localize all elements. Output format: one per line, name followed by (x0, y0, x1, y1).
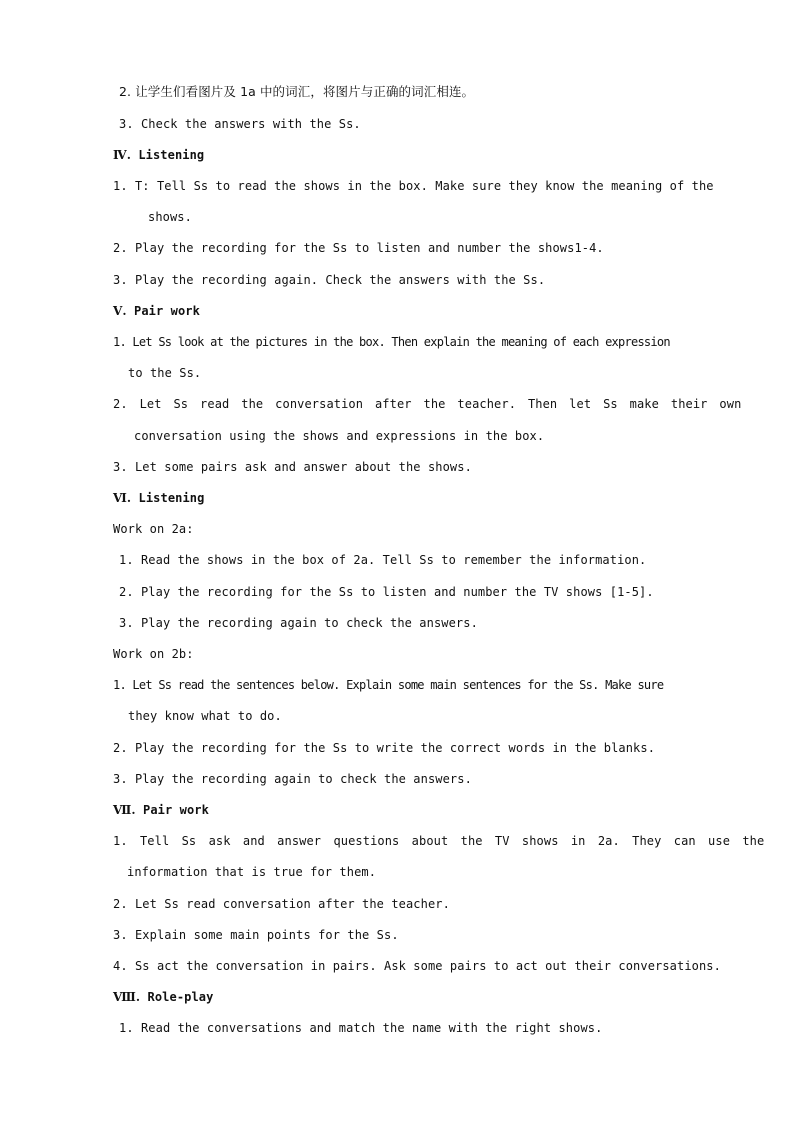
step-continuation: they know what to do. (128, 709, 282, 723)
section-title: Pair work (134, 304, 200, 318)
step-line: 3. Explain some main points for the Ss. (113, 928, 399, 942)
step-line: 1. Let Ss look at the pictures in the box. Then explain the meaning of each expression (113, 335, 670, 349)
step-line: 4. Ss act the conversation in pairs. Ask some pairs to act out their conversations. (113, 959, 721, 973)
section-numeral: Ⅳ. (113, 148, 131, 162)
section-numeral: Ⅶ. (113, 803, 136, 817)
section-title: Role-play (147, 990, 214, 1004)
section-numeral: Ⅷ. (113, 990, 141, 1004)
section-heading (113, 989, 213, 1005)
step-line: 1. T: Tell Ss to read the shows in the box. Make sure they know the meaning of the (113, 179, 714, 193)
section-numeral: Ⅴ. (113, 304, 127, 318)
step-line: 3. Check the answers with the Ss. (119, 117, 361, 131)
step-line: 1. Read the conversations and match the name with the right shows. (119, 1021, 603, 1035)
section-title: Listening (138, 491, 205, 505)
subheading: Work on 2a: (113, 522, 194, 536)
step-continuation: shows. (148, 210, 192, 224)
section-numeral: Ⅵ. (113, 491, 132, 505)
subheading: Work on 2b: (113, 647, 194, 661)
section-title: Pair work (143, 803, 209, 817)
step-line: 2. Let Ss read the conversation after the teacher. Then let Ss make their own (113, 397, 742, 411)
step-line: 3. Let some pairs ask and answer about the shows. (113, 460, 472, 474)
step-continuation: conversation using the shows and expressions in the box. (134, 429, 545, 443)
step-line: 2. Play the recording for the Ss to listen and number the shows1-4. (113, 241, 604, 255)
step-continuation: to the Ss. (128, 366, 202, 380)
step-line: 2. Play the recording for the Ss to listen and number the TV shows [1-5]. (119, 585, 654, 599)
section-heading (113, 802, 209, 818)
step-continuation: information that is true for them. (127, 865, 377, 879)
step-line: 3. Play the recording again. Check the answers with the Ss. (113, 273, 546, 287)
step-line: 3. Play the recording again to check the answers. (113, 772, 472, 786)
section-heading (113, 303, 200, 319)
step-line: 2. 让学生们看图片及 1a 中的词汇，将图片与正确的词汇相连。 (119, 84, 475, 99)
step-line: 1. Read the shows in the box of 2a. Tell Ss to remember the information. (119, 553, 647, 567)
section-heading (113, 490, 204, 506)
step-line: 1. Let Ss read the sentences below. Explain some main sentences for the Ss. Make sure (113, 678, 664, 692)
step-line: 3. Play the recording again to check the answers. (119, 616, 478, 630)
step-line: 1. Tell Ss ask and answer questions about the TV shows in 2a. They can use the (113, 834, 765, 848)
section-title: Listening (138, 148, 205, 162)
step-line: 2. Let Ss read conversation after the teacher. (113, 897, 450, 911)
section-heading (113, 147, 204, 163)
step-line: 2. Play the recording for the Ss to write the correct words in the blanks. (113, 741, 656, 755)
